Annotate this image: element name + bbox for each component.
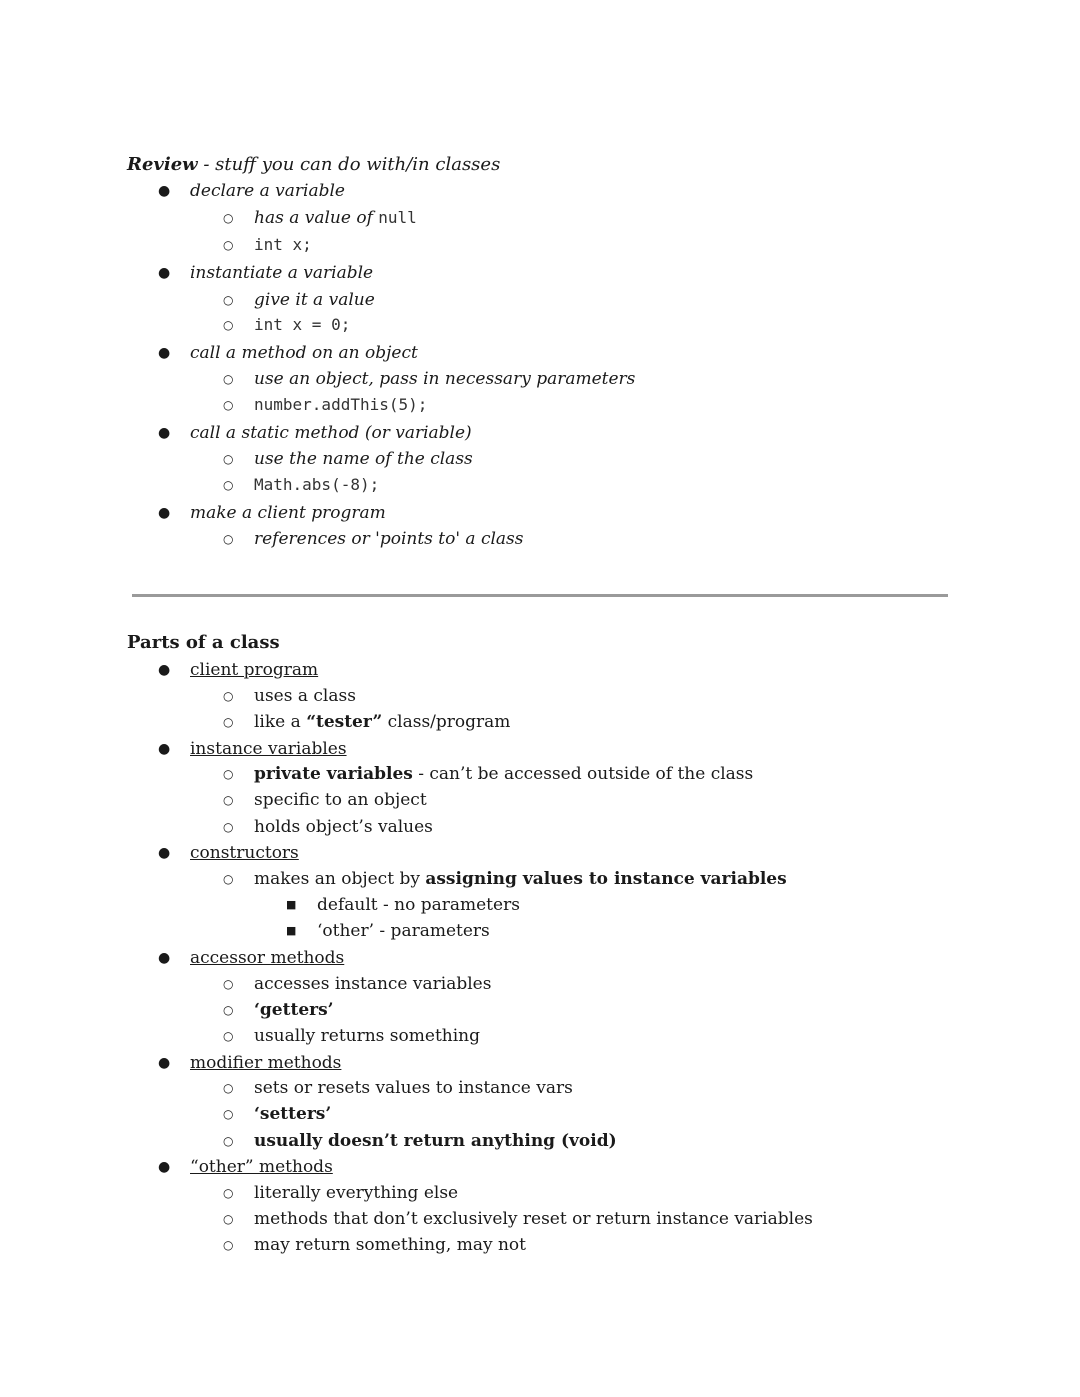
list-item-text: usually returns something <box>254 1026 480 1046</box>
hollow-bullet-icon: ○ <box>223 1134 234 1148</box>
list-item-text: client program <box>190 660 319 680</box>
list-item-text: holds object’s values <box>254 817 433 837</box>
hollow-bullet-icon: ○ <box>223 1003 234 1017</box>
list-item <box>0 1180 1080 1206</box>
review-heading <box>127 152 1080 178</box>
bullet-icon: ● <box>158 1159 171 1175</box>
list-item <box>0 392 1080 418</box>
list-item <box>0 340 1080 366</box>
list-item <box>0 918 1080 944</box>
list-item <box>0 446 1080 472</box>
list-item-text: instance variables <box>190 739 347 759</box>
bullet-icon: ● <box>158 265 171 281</box>
list-item <box>0 1206 1080 1232</box>
hollow-bullet-icon: ○ <box>223 211 234 225</box>
review-subtitle: - stuff you can do with/in classes <box>197 154 501 175</box>
list-item <box>0 287 1080 313</box>
list-item <box>0 205 1080 231</box>
list-item-text: has a value of <box>254 208 379 228</box>
hollow-bullet-icon: ○ <box>223 452 234 466</box>
list-item <box>0 709 1080 735</box>
list-item-text: accessor methods <box>190 948 345 968</box>
bullet-icon: ● <box>158 741 171 757</box>
horizontal-divider <box>132 594 948 597</box>
hollow-bullet-icon: ○ <box>223 977 234 991</box>
list-item-text: uses a class <box>254 686 356 706</box>
list-item <box>0 232 1080 258</box>
bullet-icon: ● <box>158 845 171 861</box>
hollow-bullet-icon: ○ <box>223 238 234 252</box>
bullet-icon: ● <box>158 505 171 521</box>
hollow-bullet-icon: ○ <box>223 820 234 834</box>
list-item <box>0 178 1080 204</box>
bold-text: assigning values to instance variables <box>425 869 787 889</box>
bullet-icon: ● <box>158 950 171 966</box>
square-bullet-icon: ■ <box>286 924 297 937</box>
hollow-bullet-icon: ○ <box>223 872 234 886</box>
bullet-icon: ● <box>158 1055 171 1071</box>
list-item <box>0 892 1080 918</box>
list-item-text: may return something, may not <box>254 1235 526 1255</box>
list-item-text: default - no parameters <box>317 895 520 915</box>
list-item <box>0 1101 1080 1127</box>
list-item <box>0 945 1080 971</box>
list-item-text: modifier methods <box>190 1053 342 1073</box>
hollow-bullet-icon: ○ <box>223 398 234 412</box>
hollow-bullet-icon: ○ <box>223 1238 234 1252</box>
list-item-text: literally everything else <box>254 1183 459 1203</box>
list-item-text: like a <box>254 712 307 732</box>
hollow-bullet-icon: ○ <box>223 1186 234 1200</box>
code-snippet: Math.abs(-8); <box>254 475 380 494</box>
list-item-text: ‘getters’ <box>254 1000 334 1020</box>
hollow-bullet-icon: ○ <box>223 793 234 807</box>
list-item-text: constructors <box>190 843 299 863</box>
list-item-text: accesses instance variables <box>254 974 492 994</box>
list-item <box>0 366 1080 392</box>
hollow-bullet-icon: ○ <box>223 1081 234 1095</box>
list-item <box>0 1075 1080 1101</box>
list-item <box>0 866 1080 892</box>
list-item <box>0 787 1080 813</box>
list-item-text: ‘other’ - parameters <box>317 921 490 941</box>
list-item-text: class/program <box>382 712 511 732</box>
parts-heading: Parts of a class <box>127 632 280 653</box>
list-item <box>0 971 1080 997</box>
list-item <box>0 761 1080 787</box>
bullet-icon: ● <box>158 345 171 361</box>
hollow-bullet-icon: ○ <box>223 478 234 492</box>
list-item-text: references or 'points to' a class <box>254 529 524 549</box>
code-snippet: int x = 0; <box>254 315 351 334</box>
list-item <box>0 526 1080 552</box>
list-item-text: instantiate a variable <box>190 263 374 283</box>
hollow-bullet-icon: ○ <box>223 318 234 332</box>
list-item <box>0 312 1080 338</box>
list-item-text: give it a value <box>254 290 375 310</box>
list-item-text: usually doesn’t return anything (void) <box>254 1131 617 1151</box>
list-item-text: sets or resets values to instance vars <box>254 1078 573 1098</box>
list-item <box>0 1023 1080 1049</box>
list-item-text: methods that don’t exclusively reset or return instance variables <box>254 1209 813 1229</box>
hollow-bullet-icon: ○ <box>223 1212 234 1226</box>
list-item-text: call a method on an object <box>190 343 418 363</box>
list-item <box>0 736 1080 762</box>
bullet-icon: ● <box>158 662 171 678</box>
list-item-text: call a static method (or variable) <box>190 423 472 443</box>
list-item <box>0 1050 1080 1076</box>
bold-text: “tester” <box>306 712 383 732</box>
hollow-bullet-icon: ○ <box>223 293 234 307</box>
list-item-text: ‘setters’ <box>254 1104 332 1124</box>
list-item-text: use an object, pass in necessary parameters <box>254 369 636 389</box>
hollow-bullet-icon: ○ <box>223 767 234 781</box>
list-item-text: “other” methods <box>190 1157 333 1177</box>
list-item-text: use the name of the class <box>254 449 473 469</box>
list-item-text: declare a variable <box>190 181 345 201</box>
list-item-text: - can’t be accessed outside of the class <box>412 764 754 784</box>
list-item <box>0 260 1080 286</box>
list-item <box>0 1232 1080 1258</box>
bullet-icon: ● <box>158 425 171 441</box>
code-snippet: int x; <box>254 235 312 254</box>
list-item <box>0 1154 1080 1180</box>
code-snippet: null <box>378 208 417 227</box>
hollow-bullet-icon: ○ <box>223 1029 234 1043</box>
bold-text: private variables <box>254 764 413 784</box>
hollow-bullet-icon: ○ <box>223 715 234 729</box>
list-item <box>0 472 1080 498</box>
list-item <box>0 997 1080 1023</box>
bullet-icon: ● <box>158 183 171 199</box>
hollow-bullet-icon: ○ <box>223 532 234 546</box>
list-item <box>0 814 1080 840</box>
list-item <box>0 1128 1080 1154</box>
list-item-text: specific to an object <box>254 790 427 810</box>
hollow-bullet-icon: ○ <box>223 1107 234 1121</box>
list-item-text: makes an object by <box>254 869 426 889</box>
hollow-bullet-icon: ○ <box>223 689 234 703</box>
hollow-bullet-icon: ○ <box>223 372 234 386</box>
review-title: Review <box>127 154 198 175</box>
square-bullet-icon: ■ <box>286 898 297 911</box>
list-item <box>0 420 1080 446</box>
code-snippet: number.addThis(5); <box>254 395 428 414</box>
list-item <box>0 840 1080 866</box>
list-item <box>0 657 1080 683</box>
list-item <box>0 500 1080 526</box>
list-item-text: make a client program <box>190 503 386 523</box>
list-item <box>0 683 1080 709</box>
